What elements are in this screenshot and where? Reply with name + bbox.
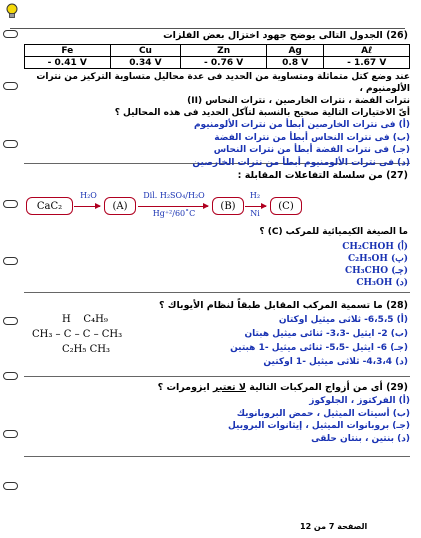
question-29-title — [24, 382, 410, 393]
option-a[interactable]: (أ) فى نترات الخارصين أبطأ من نترات الألومنيوم — [193, 120, 410, 130]
option-b[interactable]: (ب) 2- ايثيل -3،3- ثنائى ميثيل هبتان — [244, 329, 408, 339]
table-cell: Ag — [266, 45, 324, 57]
structural-formula-row3: C₂H₅ CH₃ — [62, 344, 110, 355]
question-27-title: (27) من سلسلة التفاعلات المقابلة : — [237, 170, 408, 181]
table-cell: Cu — [110, 45, 181, 57]
question-27-prompt: ما الصيغة الكيميائية للمركب (C) ؟ — [259, 227, 408, 237]
spiral-binding — [0, 12, 18, 512]
question-29-title-start: (29) أى من أزواج المركبات التالية — [246, 382, 408, 393]
top-divider — [10, 28, 405, 29]
question-26-line1: عند وضع كتل متماثلة ومتساوية من الحديد فى عدة محاليل متساوية التركيز من نترات الألومنيوم ، — [36, 72, 410, 94]
structural-formula-row2: CH₃ – C – C – CH₃ — [32, 329, 123, 340]
question-29-title-underlined: لا تعتبر — [213, 382, 246, 393]
question-29 — [24, 382, 410, 457]
question-28 — [24, 300, 410, 377]
question-27 — [24, 170, 410, 293]
reagent-3-bottom: Ni — [250, 209, 260, 218]
page-number: الصفحة 7 من 12 — [300, 522, 368, 531]
table-cell: 0.8 V — [266, 57, 324, 69]
option-c[interactable]: (جـ) بروبانوات الميثيل ، إيثانوات البروبيل — [228, 421, 410, 431]
compound-a-box: (A) — [104, 197, 136, 215]
table-cell: 0.34 V — [110, 57, 181, 69]
table-cell: Zn — [181, 45, 267, 57]
question-26-title: (26) الجدول التالى يوضح جهود اختزال بعض الفلزات — [163, 30, 408, 41]
option-c[interactable]: (جـ) فى نترات الفضة أبطأ من نترات النحاس — [213, 145, 410, 155]
compound-c-box: (C) — [270, 197, 302, 215]
compound-b-box: (B) — [212, 197, 244, 215]
question-26 — [24, 30, 410, 168]
table-cell: Fe — [25, 45, 111, 57]
table-cell: - 0.76 V — [181, 57, 267, 69]
option-b[interactable]: (ب) C₂H₅OH — [347, 254, 408, 264]
structural-formula-row1: H C₄H₉ — [62, 314, 108, 325]
reduction-potentials-table — [24, 44, 410, 69]
table-row-potentials — [25, 57, 410, 69]
question-28-title: (28) ما تسمية المركب المقابل طبقاً لنظام الأيوباك ؟ — [158, 300, 408, 311]
question-26-prompt: أىّ الاختيارات التالية صحيح بالنسبة لتآكل الحديد فى هذه المحاليل ؟ — [114, 108, 410, 118]
option-a[interactable]: (أ) الفركتوز ، الجلوكوز — [309, 396, 410, 406]
reagent-1: H₂O — [80, 191, 97, 200]
reactant-box: CaC₂ — [26, 197, 73, 215]
reagent-2-top: Dil. H₂SO₄/H₂O — [143, 191, 205, 200]
option-b[interactable]: (ب) فى نترات النحاس أبطأ من نترات الفضة — [214, 132, 410, 143]
option-c[interactable]: (جـ) 6- ايثيل -5،5- ثنائى ميثيل -1 هبتين — [230, 343, 408, 353]
reagent-2-bottom: Hg⁺²/60˚C — [152, 209, 196, 218]
option-d[interactable]: (د) 4،3،4- ثلاثى ميثيل -1 اوكتين — [263, 357, 408, 367]
option-d[interactable]: (د) فى نترات الألومنيوم أبطأ من نترات الخارصين — [192, 157, 410, 168]
option-a[interactable]: (أ) 6،5،5- ثلاثى ميثيل اوكتان — [278, 315, 408, 325]
table-cell: - 1.67 V — [324, 57, 410, 69]
table-row-metals — [25, 45, 410, 57]
option-a[interactable]: (أ) CH₂CHOH — [342, 242, 408, 252]
reagent-3-top: H₂ — [249, 191, 261, 200]
option-c[interactable]: (جـ) CH₃CHO — [345, 266, 408, 276]
option-d[interactable]: (د) بنتين ، بنتان حلقى — [311, 433, 410, 444]
reaction-arrow — [245, 206, 266, 207]
reaction-arrow — [74, 206, 100, 207]
option-d[interactable]: (د) CH₃OH — [356, 278, 408, 288]
reaction-arrow — [138, 206, 208, 207]
table-cell: Aℓ — [324, 45, 410, 57]
question-29-title-end: ايزومرات ؟ — [157, 382, 214, 393]
question-26-line2: نترات الفضة ، نترات الخارصين ، نترات النحاس (II) — [187, 96, 410, 106]
option-b[interactable]: (ب) أسيتات الميثيل ، حمض البروبانويك — [236, 408, 410, 419]
table-cell: - 0.41 V — [25, 57, 111, 69]
